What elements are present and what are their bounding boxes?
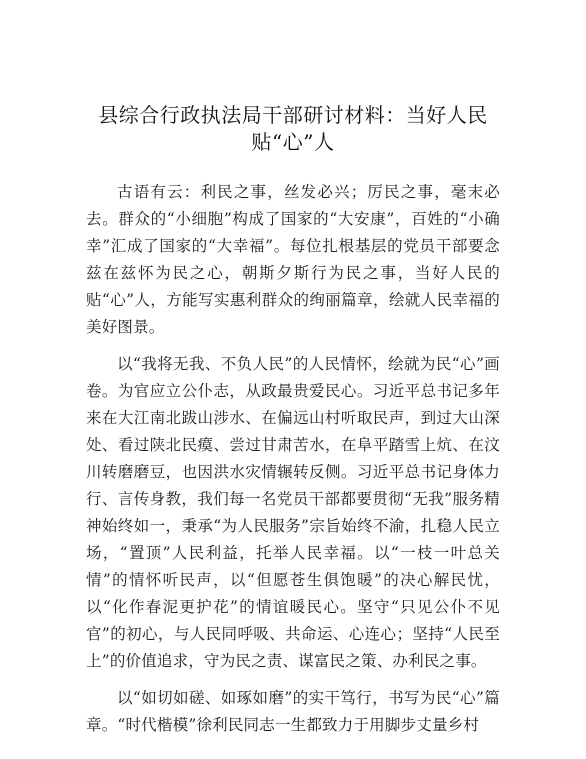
paragraph-3: 以“如切如磋、如琢如磨”的实干笃行，书写为民“心”篇章。“时代楷模”徐利民同志一生都致力于用脚步丈量乡村 — [86, 689, 500, 734]
document-body — [86, 179, 500, 739]
paragraph-1: 古语有云：利民之事，丝发必兴；厉民之事，毫末必去。群众的“小细胞”构成了国家的“大安康”，百姓的“小确幸”汇成了国家的“大幸福”。每位扎根基层的党员干部要念兹在兹怀为民之心，朝斯夕斯行为民之事，当好人民的贴“心”人，方能写实惠利群众的绚丽篇章，绘就人民幸福的美好图景。 — [86, 183, 500, 336]
paragraph-2: 以“我将无我、不负人民”的人民情怀，绘就为民“心”画卷。为官应立公仆志，从政最贵爱民心。习近平总书记多年来在大江南北跋山涉水、在偏远山村听取民声，到过大山深处、看过陕北民瘼、尝过甘肃苦水，在阜平踏雪上炕、在汶川转磨磨豆，也因洪水灾情辗转反侧。习近平总书记身体力行、言传身教，我们每一名党员干部都要贯彻“无我”服务精神始终如一，秉承“为人民服务”宗旨始终不渝，扎稳人民立场，“置顶”人民利益，托举人民幸福。以“一枝一叶总关情”的情怀听民声，以“但愿苍生俱饱暖”的决心解民忧，以“化作春泥更护花”的情谊暖民心。坚守“只见公仆不见官”的初心，与人民同呼吸、共命运、心连心；坚持“人民至上”的价值追求，守为民之责、谋富民之策、办利民之事。 — [86, 355, 500, 670]
document-title: 县综合行政执法局干部研讨材料：当好人民贴“心”人 — [98, 103, 488, 154]
document-page — [86, 102, 500, 749]
